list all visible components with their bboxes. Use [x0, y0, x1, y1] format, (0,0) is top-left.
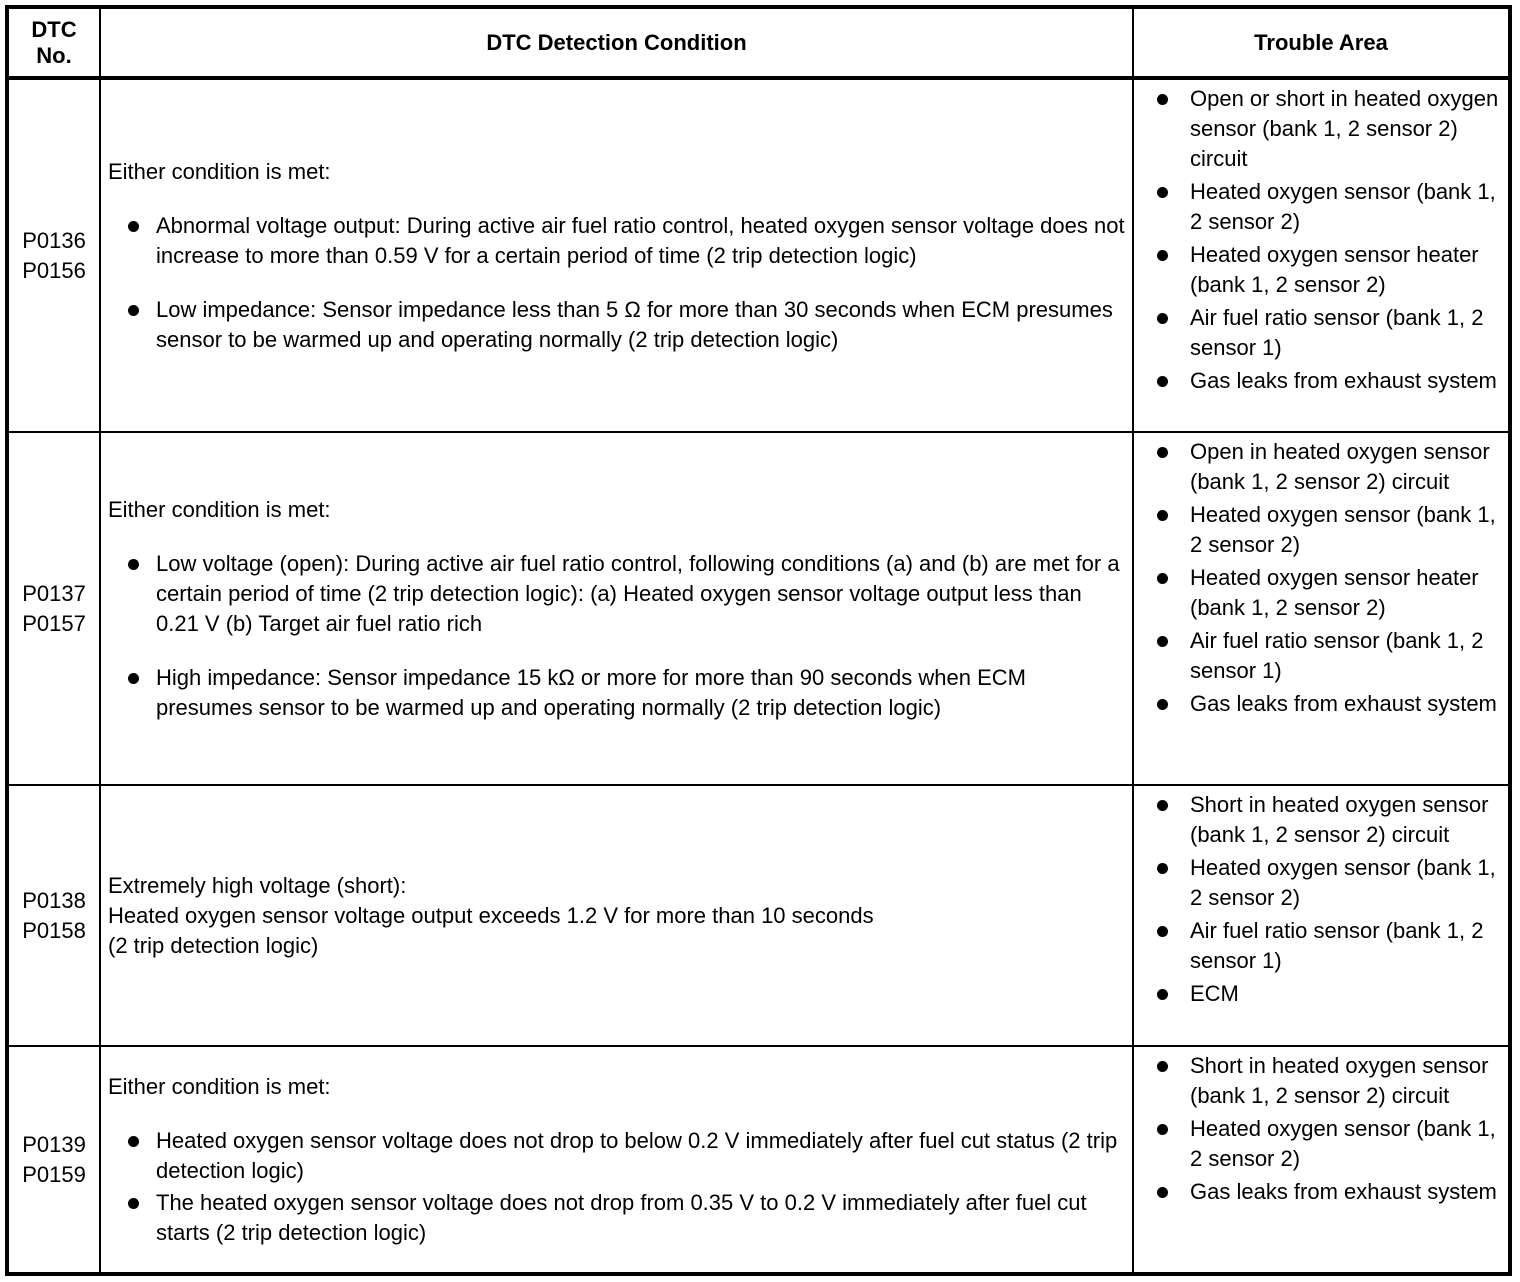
condition-line: Extremely high voltage (short):: [108, 872, 407, 898]
trouble-area-text: Open or short in heated oxygen sensor (bank 1, 2 sensor 2) circuit: [1190, 86, 1499, 171]
bullet-icon: [1157, 376, 1168, 387]
condition-intro: Either condition is met:: [108, 158, 331, 184]
bullet-icon: [1157, 989, 1168, 1000]
trouble-area-cell: [1133, 78, 1510, 432]
bullet-icon: [128, 559, 139, 570]
trouble-area-text: Heated oxygen sensor (bank 1, 2 sensor 2): [1190, 502, 1496, 557]
trouble-area-text: Gas leaks from exhaust system: [1190, 691, 1497, 716]
trouble-area-item: [1134, 1114, 1504, 1174]
trouble-area-item: [1134, 563, 1504, 623]
dtc-code-cell: [7, 1046, 100, 1274]
bullet-icon: [1157, 573, 1168, 584]
trouble-area-item: [1134, 177, 1504, 237]
dtc-code-cell: [7, 785, 100, 1046]
dtc-code: P0138: [22, 887, 86, 913]
bullet-icon: [1157, 926, 1168, 937]
trouble-area-text: Heated oxygen sensor (bank 1, 2 sensor 2): [1190, 855, 1496, 910]
trouble-area-text: Short in heated oxygen sensor (bank 1, 2 sensor 2) circuit: [1190, 1053, 1489, 1108]
bullet-icon: [1157, 510, 1168, 521]
condition-intro: Either condition is met:: [108, 496, 331, 522]
bullet-icon: [128, 1136, 139, 1147]
trouble-area-item: [1134, 84, 1504, 174]
dtc-table: [5, 5, 1512, 1276]
bullet-icon: [1157, 447, 1168, 458]
bullet-icon: [1157, 1124, 1168, 1135]
dtc-code: P0157: [22, 610, 86, 636]
trouble-area-text: Air fuel ratio sensor (bank 1, 2 sensor 1): [1190, 305, 1484, 360]
trouble-area-item: [1134, 979, 1504, 1009]
trouble-area-cell: [1133, 1046, 1510, 1274]
dtc-code: P0158: [22, 917, 86, 943]
dtc-code-cell: [7, 78, 100, 432]
header-condition: DTC Detection Condition: [100, 7, 1133, 78]
detection-condition-cell: [100, 1046, 1133, 1274]
header-row: [7, 7, 1510, 78]
condition-list: [108, 211, 1128, 355]
bullet-icon: [1157, 636, 1168, 647]
table-row: [7, 432, 1510, 785]
table-row: [7, 78, 1510, 432]
condition-item: [108, 663, 1128, 723]
trouble-area-item: [1134, 853, 1504, 913]
trouble-area-text: ECM: [1190, 981, 1239, 1006]
condition-item: [108, 211, 1128, 271]
trouble-area-item: [1134, 1177, 1504, 1207]
bullet-icon: [128, 221, 139, 232]
condition-text: Abnormal voltage output: During active air fuel ratio control, heated oxygen sensor voltage does not increase to more than 0.59 V for a certain period of time (2 trip detection logic): [156, 212, 1125, 268]
bullet-icon: [1157, 187, 1168, 198]
bullet-icon: [1157, 699, 1168, 710]
dtc-code-cell: [7, 432, 100, 785]
header-dtc-no: [7, 7, 100, 78]
trouble-area-item: [1134, 366, 1504, 396]
trouble-area-list: [1134, 84, 1504, 396]
bullet-icon: [1157, 863, 1168, 874]
trouble-area-text: Gas leaks from exhaust system: [1190, 1179, 1497, 1204]
trouble-area-item: [1134, 790, 1504, 850]
condition-list: [108, 1126, 1128, 1248]
bullet-icon: [128, 1198, 139, 1209]
trouble-area-cell: [1133, 785, 1510, 1046]
condition-item: [108, 295, 1128, 355]
trouble-area-item: [1134, 437, 1504, 497]
condition-line: (2 trip detection logic): [108, 932, 319, 958]
trouble-area-text: Heated oxygen sensor (bank 1, 2 sensor 2): [1190, 179, 1496, 234]
trouble-area-list: [1134, 437, 1504, 719]
condition-intro: Either condition is met:: [108, 1073, 331, 1099]
trouble-area-item: [1134, 303, 1504, 363]
header-dtc-no-line2: No.: [36, 42, 72, 68]
trouble-area-item: [1134, 626, 1504, 686]
condition-item: [108, 1126, 1128, 1186]
header-dtc-no-line1: DTC: [31, 16, 77, 42]
dtc-code: P0137: [22, 580, 86, 606]
condition-line: Heated oxygen sensor voltage output exceeds 1.2 V for more than 10 seconds: [108, 902, 874, 928]
trouble-area-item: [1134, 500, 1504, 560]
trouble-area-text: Gas leaks from exhaust system: [1190, 368, 1497, 393]
trouble-area-text: Short in heated oxygen sensor (bank 1, 2 sensor 2) circuit: [1190, 792, 1489, 847]
dtc-code: P0156: [22, 257, 86, 283]
condition-text: Low impedance: Sensor impedance less than 5 Ω for more than 30 seconds when ECM presumes sensor to be warmed up and operating normally (2 trip detection logic): [156, 296, 1113, 352]
bullet-icon: [1157, 250, 1168, 261]
header-trouble-area: Trouble Area: [1133, 7, 1510, 78]
trouble-area-cell: [1133, 432, 1510, 785]
table-row: [7, 1046, 1510, 1274]
trouble-area-text: Air fuel ratio sensor (bank 1, 2 sensor 1): [1190, 628, 1484, 683]
detection-condition-cell: [100, 785, 1133, 1046]
dtc-code: P0159: [22, 1161, 86, 1187]
bullet-icon: [128, 673, 139, 684]
dtc-code: P0136: [22, 227, 86, 253]
condition-text: High impedance: Sensor impedance 15 kΩ or more for more than 90 seconds when ECM presumes sensor to be warmed up and operating normally (2 trip detection logic): [156, 664, 1026, 720]
trouble-area-text: Heated oxygen sensor heater (bank 1, 2 sensor 2): [1190, 242, 1479, 297]
bullet-icon: [1157, 313, 1168, 324]
trouble-area-list: [1134, 1051, 1504, 1207]
trouble-area-item: [1134, 916, 1504, 976]
table-row: [7, 785, 1510, 1046]
bullet-icon: [1157, 800, 1168, 811]
trouble-area-text: Heated oxygen sensor heater (bank 1, 2 sensor 2): [1190, 565, 1479, 620]
condition-list: [108, 549, 1128, 723]
condition-text: The heated oxygen sensor voltage does not drop from 0.35 V to 0.2 V immediately after fuel cut starts (2 trip detection logic): [156, 1189, 1087, 1245]
condition-item: [108, 1188, 1128, 1248]
dtc-code: P0139: [22, 1131, 86, 1157]
trouble-area-text: Heated oxygen sensor (bank 1, 2 sensor 2): [1190, 1116, 1496, 1171]
condition-text: Heated oxygen sensor voltage does not drop to below 0.2 V immediately after fuel cut status (2 trip detection logic): [156, 1127, 1118, 1183]
detection-condition-cell: [100, 432, 1133, 785]
condition-item: [108, 549, 1128, 639]
bullet-icon: [1157, 1187, 1168, 1198]
trouble-area-item: [1134, 240, 1504, 300]
trouble-area-list: [1134, 790, 1504, 1009]
trouble-area-text: Open in heated oxygen sensor (bank 1, 2 sensor 2) circuit: [1190, 439, 1490, 494]
bullet-icon: [128, 305, 139, 316]
trouble-area-item: [1134, 1051, 1504, 1111]
bullet-icon: [1157, 94, 1168, 105]
trouble-area-text: Air fuel ratio sensor (bank 1, 2 sensor 1): [1190, 918, 1484, 973]
detection-condition-cell: [100, 78, 1133, 432]
bullet-icon: [1157, 1061, 1168, 1072]
condition-text: Low voltage (open): During active air fuel ratio control, following conditions (a) and (b) are met for a certain period of time (2 trip detection logic): (a) Heated oxygen sensor voltage output less than 0.21 V (b) Target air fuel ratio rich: [156, 550, 1120, 636]
trouble-area-item: [1134, 689, 1504, 719]
